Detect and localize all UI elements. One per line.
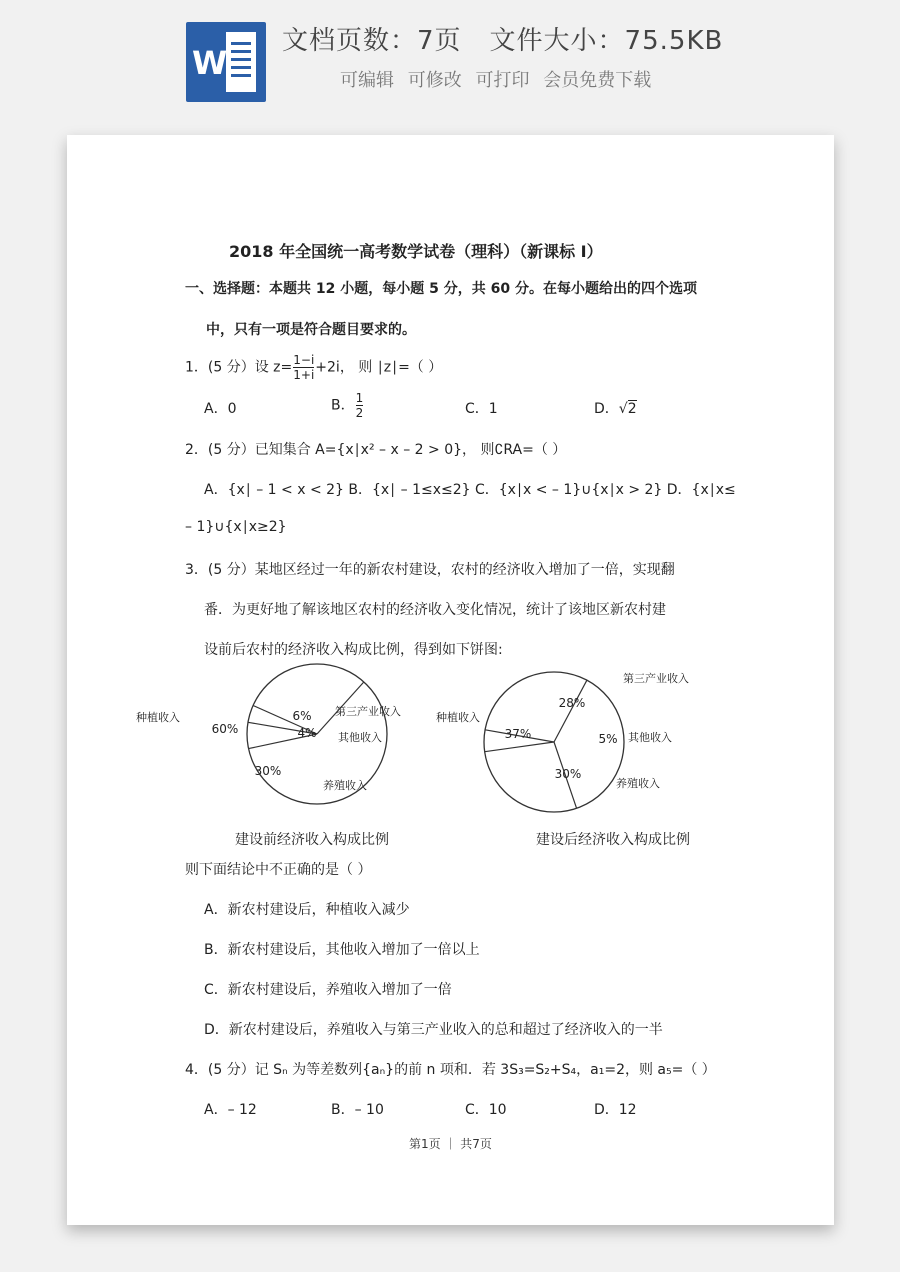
pie-category-label: 种植收入: [436, 711, 480, 724]
pie-value-label: 4%: [297, 726, 317, 740]
q1-b-prefix: B．: [331, 397, 355, 414]
caption-before: 建设前经济收入构成比例: [235, 832, 389, 848]
feature-editable: 可编辑: [340, 70, 394, 91]
pie-category-label: 种植收入: [136, 711, 180, 724]
q1-frac-den: 1+i: [293, 368, 315, 382]
pie-chart-before: [136, 663, 470, 827]
document-page: [67, 135, 834, 1225]
pie-category-label: 第三产业收入: [623, 672, 689, 685]
feature-modifiable: 可修改: [407, 70, 462, 91]
section1-heading-cont: 中，只有一项是符合题目要求的。: [206, 322, 416, 338]
q1-frac-num: 1−i: [293, 353, 315, 367]
q3-option-b: B．新农村建设后，其他收入增加了一倍以上: [204, 942, 480, 958]
q1-b-fraction: [356, 391, 364, 420]
pie-value-label: 28%: [558, 696, 586, 710]
q2-options-cont: – 1}∪{x∣x≥2}: [185, 519, 287, 535]
pie-category-label: 养殖收入: [616, 777, 660, 790]
page-footer: 第1页 ｜ 共7页: [409, 1137, 492, 1151]
pie-value-label: 37%: [504, 727, 532, 741]
word-document-icon: W: [186, 22, 266, 102]
pie-value-label: 60%: [211, 722, 239, 736]
pie-category-label: 其他收入: [628, 731, 672, 744]
q3-stem-cont1: 番．为更好地了解该地区农村的经济收入变化情况，统计了该地区新农村建: [204, 602, 666, 618]
q4-stem: 4．(5 分）记 Sₙ 为等差数列{aₙ}的前 n 项和．若 3S₃=S₂+S₄，a₁=2，则 a₅=（ ）: [185, 1062, 716, 1078]
feature-member-free: 会员免费下载: [543, 70, 652, 91]
q1-stem: [185, 353, 442, 382]
pie-category-label: 养殖收入: [323, 779, 367, 792]
q1-option-a: A．0: [204, 401, 237, 417]
caption-after: 建设后经济收入构成比例: [536, 832, 690, 848]
q2-stem: 2．(5 分）已知集合 A={x∣x² – x – 2 > 0}， 则∁RA=（ ）: [185, 442, 567, 458]
pie-value-label: 5%: [598, 732, 618, 746]
feature-list: [340, 66, 659, 92]
q1-b-den: 2: [355, 406, 364, 420]
page-count: 文档页数：7页: [282, 26, 462, 56]
q1-prefix: 1．(5 分）设 z=: [185, 359, 293, 376]
q4-option-d: D．12: [594, 1102, 637, 1118]
q1-option-c: C．1: [465, 401, 498, 417]
q4-option-c: C．10: [465, 1102, 507, 1118]
q1-d-value: 2: [627, 401, 637, 417]
q1-b-num: 1: [355, 391, 364, 405]
q3-stem: 3．(5 分）某地区经过一年的新农村建设，农村的经济收入增加了一倍，实现翻: [185, 562, 675, 578]
pie-value-label: 30%: [554, 767, 582, 781]
q3-option-a: A．新农村建设后，种植收入减少: [204, 902, 410, 918]
pie-category-label: 第三产业收入: [335, 705, 401, 718]
pie-value-label: 30%: [254, 764, 282, 778]
pie-category-label: 其他收入: [338, 731, 382, 744]
q4-option-a: A．– 12: [204, 1102, 257, 1118]
q4-option-b: B．– 10: [331, 1102, 384, 1118]
q1-option-d: [594, 398, 637, 418]
q1-option-b: [331, 391, 364, 420]
file-info: [282, 20, 723, 57]
section1-heading: 一、选择题：本题共 12 小题，每小题 5 分，共 60 分。在每小题给出的四个选项: [185, 281, 697, 297]
q3-stem-cont2: 设前后农村的经济收入构成比例，得到如下饼图:: [204, 642, 503, 658]
q2-options: A．{x∣ – 1 < x < 2} B．{x∣ – 1≤x≤2} C．{x∣x < – 1}∪{x∣x > 2} D．{x∣x≤: [204, 482, 736, 498]
download-header: [0, 0, 900, 120]
pie-chart-after: [436, 663, 750, 827]
feature-printable: 可打印: [475, 70, 530, 91]
q1-fraction: [293, 353, 314, 382]
doc-title: 2018 年全国统一高考数学试卷（理科）（新课标 Ⅰ）: [229, 242, 603, 261]
q3-option-c: C．新农村建设后，养殖收入增加了一倍: [204, 982, 452, 998]
q3-conclusion: 则下面结论中不正确的是（ ）: [185, 862, 372, 878]
q1-suffix: +2i， 则 ∣z∣=（ ）: [315, 359, 443, 376]
q1-d-prefix: D．√: [594, 401, 628, 417]
q3-option-d: D．新农村建设后，养殖收入与第三产业收入的总和超过了经济收入的一半: [204, 1022, 663, 1038]
file-size: 文件大小：75.5KB: [489, 26, 724, 56]
pie-value-label: 6%: [292, 709, 312, 723]
